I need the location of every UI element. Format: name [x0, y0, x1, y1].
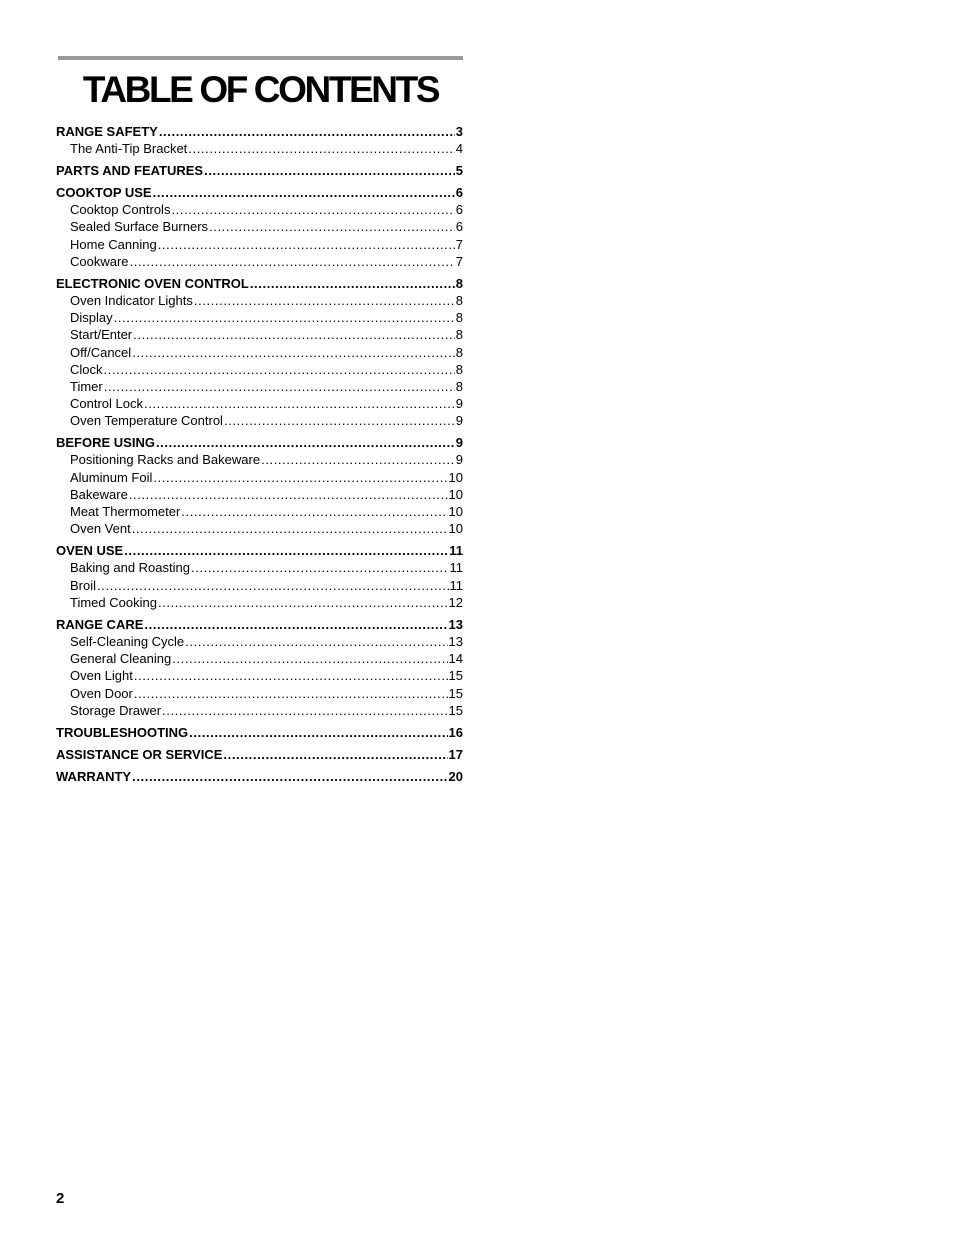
toc-entry-page: 8	[455, 327, 463, 343]
toc-subentry[interactable]	[56, 521, 463, 538]
toc-entry-label: Bakeware	[70, 486, 128, 502]
toc-entry-label: Off/Cancel	[70, 344, 132, 360]
dot-leader	[181, 504, 447, 519]
dot-leader	[223, 747, 447, 762]
toc-entry-label: Start/Enter	[70, 327, 133, 343]
toc-entry-label: Broil	[70, 577, 97, 593]
toc-section	[56, 745, 463, 764]
toc-section-heading[interactable]	[56, 745, 463, 764]
toc-entry-label: Control Lock	[70, 396, 143, 412]
toc-subentry[interactable]	[56, 413, 463, 430]
toc-section	[56, 183, 463, 271]
dot-leader	[104, 362, 455, 377]
dot-leader	[97, 578, 448, 593]
toc-entry-page: 15	[448, 668, 463, 684]
toc-subentry[interactable]	[56, 396, 463, 413]
toc-subentry[interactable]	[56, 202, 463, 219]
toc-entry-label: BEFORE USING	[56, 435, 155, 451]
toc-entry-label: Self-Cleaning Cycle	[70, 633, 185, 649]
toc-entry-page: 6	[455, 219, 463, 235]
toc-section-heading[interactable]	[56, 767, 463, 786]
toc-subentry[interactable]	[56, 141, 463, 158]
dot-leader	[191, 560, 449, 575]
toc-subentry[interactable]	[56, 327, 463, 344]
toc-entry-label: Home Canning	[70, 236, 157, 252]
page-title: TABLE OF CONTENTS	[82, 69, 439, 110]
toc-section	[56, 723, 463, 742]
toc-section-heading[interactable]	[56, 183, 463, 202]
toc-entry-page: 9	[455, 452, 463, 468]
toc-entry-label: Oven Temperature Control	[70, 413, 223, 429]
toc-subentry[interactable]	[56, 595, 463, 612]
toc-subentry[interactable]	[56, 651, 463, 668]
dot-leader	[132, 769, 447, 784]
table-of-contents	[56, 122, 463, 789]
toc-entry-page: 3	[455, 124, 463, 139]
toc-entry-label: Oven Light	[70, 668, 133, 684]
toc-subentry[interactable]	[56, 219, 463, 236]
toc-entry-page: 4	[455, 141, 463, 156]
dot-leader	[224, 413, 455, 428]
toc-entry-label: PARTS AND FEATURES	[56, 163, 204, 179]
dot-leader	[194, 293, 455, 308]
toc-subentry[interactable]	[56, 668, 463, 685]
toc-entry-page: 8	[455, 292, 463, 308]
toc-entry-label: RANGE CARE	[56, 616, 144, 632]
toc-entry-label: Timed Cooking	[70, 594, 157, 610]
dot-leader	[153, 185, 455, 200]
toc-entry-label: Meat Thermometer	[70, 504, 181, 519]
toc-entry-label: Oven Vent	[70, 521, 131, 537]
toc-entry-page: 5	[455, 163, 463, 179]
toc-section	[56, 615, 463, 720]
toc-entry-page: 15	[448, 702, 463, 718]
toc-entry-label: Baking and Roasting	[70, 560, 190, 576]
toc-entry-page: 12	[448, 594, 463, 610]
page-number: 2	[56, 1190, 65, 1207]
toc-subentry[interactable]	[56, 634, 463, 651]
toc-subentry[interactable]	[56, 487, 463, 504]
toc-entry-page: 8	[455, 344, 463, 360]
dot-leader	[114, 310, 455, 325]
toc-section	[56, 433, 463, 538]
toc-section	[56, 161, 463, 180]
dot-leader	[144, 617, 447, 632]
toc-entry-label: General Cleaning	[70, 651, 172, 667]
toc-entry-page: 11	[449, 560, 463, 576]
dot-leader	[133, 327, 455, 342]
dot-leader	[172, 651, 447, 666]
toc-entry-label: Oven Indicator Lights	[70, 292, 193, 308]
toc-subentry[interactable]	[56, 254, 463, 271]
toc-entry-page: 13	[448, 616, 463, 632]
toc-section-heading[interactable]	[56, 433, 463, 452]
toc-section-heading[interactable]	[56, 161, 463, 180]
toc-section	[56, 122, 463, 158]
toc-subentry[interactable]	[56, 703, 463, 720]
toc-entry-label: WARRANTY	[56, 768, 132, 784]
toc-entry-page: 8	[455, 275, 463, 291]
dot-leader	[171, 202, 454, 217]
toc-section	[56, 541, 463, 612]
toc-entry-label: ASSISTANCE OR SERVICE	[56, 746, 223, 762]
toc-entry-label: RANGE SAFETY	[56, 124, 158, 139]
toc-entry-page: 8	[455, 361, 463, 377]
toc-entry-label: Storage Drawer	[70, 702, 162, 718]
toc-subentry[interactable]	[56, 345, 463, 362]
toc-entry-page: 9	[455, 413, 463, 429]
toc-entry-page: 6	[455, 185, 463, 201]
toc-entry-page: 14	[448, 651, 463, 667]
toc-entry-page: 13	[448, 633, 463, 649]
toc-entry-page: 10	[448, 486, 463, 502]
toc-entry-label: Display	[70, 310, 113, 326]
dot-leader	[153, 470, 447, 485]
toc-entry-label: The Anti-Tip Bracket	[70, 141, 188, 156]
dot-leader	[132, 345, 455, 360]
toc-entry-page: 11	[449, 543, 463, 559]
toc-subentry[interactable]	[56, 293, 463, 310]
toc-subentry[interactable]	[56, 237, 463, 254]
toc-subentry[interactable]	[56, 470, 463, 487]
toc-entry-label: COOKTOP USE	[56, 185, 152, 201]
toc-entry-page: 17	[448, 746, 463, 762]
toc-entry-page: 10	[448, 469, 463, 485]
toc-subentry[interactable]	[56, 379, 463, 396]
dot-leader	[134, 668, 448, 683]
toc-entry-label: Positioning Racks and Bakeware	[70, 452, 261, 468]
dot-leader	[204, 163, 455, 178]
dot-leader	[130, 254, 455, 269]
toc-section-heading[interactable]	[56, 274, 463, 293]
toc-entry-page: 8	[455, 378, 463, 394]
toc-entry-page: 9	[455, 396, 463, 412]
dot-leader	[158, 595, 448, 610]
toc-section-heading[interactable]	[56, 723, 463, 742]
toc-entry-page: 7	[455, 253, 463, 269]
toc-subentry[interactable]	[56, 452, 463, 469]
toc-section	[56, 767, 463, 786]
toc-subentry[interactable]	[56, 686, 463, 703]
toc-section-heading[interactable]	[56, 122, 463, 141]
toc-entry-label: Aluminum Foil	[70, 469, 153, 485]
toc-entry-label: ELECTRONIC OVEN CONTROL	[56, 275, 249, 291]
toc-entry-page: 10	[448, 521, 463, 537]
toc-entry-page: 11	[449, 577, 463, 593]
dot-leader	[162, 703, 447, 718]
dot-leader	[156, 435, 455, 450]
toc-entry-page: 7	[455, 236, 463, 252]
dot-leader	[261, 452, 455, 467]
toc-section	[56, 274, 463, 431]
toc-entry-page: 15	[448, 685, 463, 701]
dot-leader	[134, 686, 448, 701]
toc-subentry[interactable]	[56, 560, 463, 577]
toc-subentry[interactable]	[56, 578, 463, 595]
toc-entry-page: 10	[448, 504, 463, 519]
toc-entry-label: Sealed Surface Burners	[70, 219, 209, 235]
toc-entry-page: 6	[455, 202, 463, 218]
toc-entry-page: 8	[455, 310, 463, 326]
toc-subentry[interactable]	[56, 504, 463, 521]
toc-entry-page: 16	[448, 724, 463, 740]
toc-entry-label: Clock	[70, 361, 103, 377]
toc-section-heading[interactable]	[56, 541, 463, 560]
toc-entry-page: 20	[448, 768, 463, 784]
toc-entry-page: 9	[455, 435, 463, 451]
toc-section-heading[interactable]	[56, 615, 463, 634]
toc-subentry[interactable]	[56, 362, 463, 379]
dot-leader	[159, 124, 455, 139]
toc-entry-label: Cooktop Controls	[70, 202, 171, 218]
dot-leader	[129, 487, 448, 502]
dot-leader	[158, 237, 455, 252]
dot-leader	[189, 725, 447, 740]
dot-leader	[104, 379, 455, 394]
dot-leader	[132, 521, 448, 536]
dot-leader	[185, 634, 447, 649]
toc-entry-label: Timer	[70, 378, 103, 394]
dot-leader	[188, 141, 454, 156]
dot-leader	[124, 543, 448, 558]
dot-leader	[209, 219, 455, 234]
toc-entry-label: OVEN USE	[56, 543, 124, 559]
toc-entry-label: Cookware	[70, 253, 129, 269]
toc-entry-label: TROUBLESHOOTING	[56, 724, 189, 740]
toc-subentry[interactable]	[56, 310, 463, 327]
dot-leader	[250, 276, 455, 291]
title-rule	[58, 56, 463, 60]
dot-leader	[144, 396, 455, 411]
toc-entry-label: Oven Door	[70, 685, 133, 701]
